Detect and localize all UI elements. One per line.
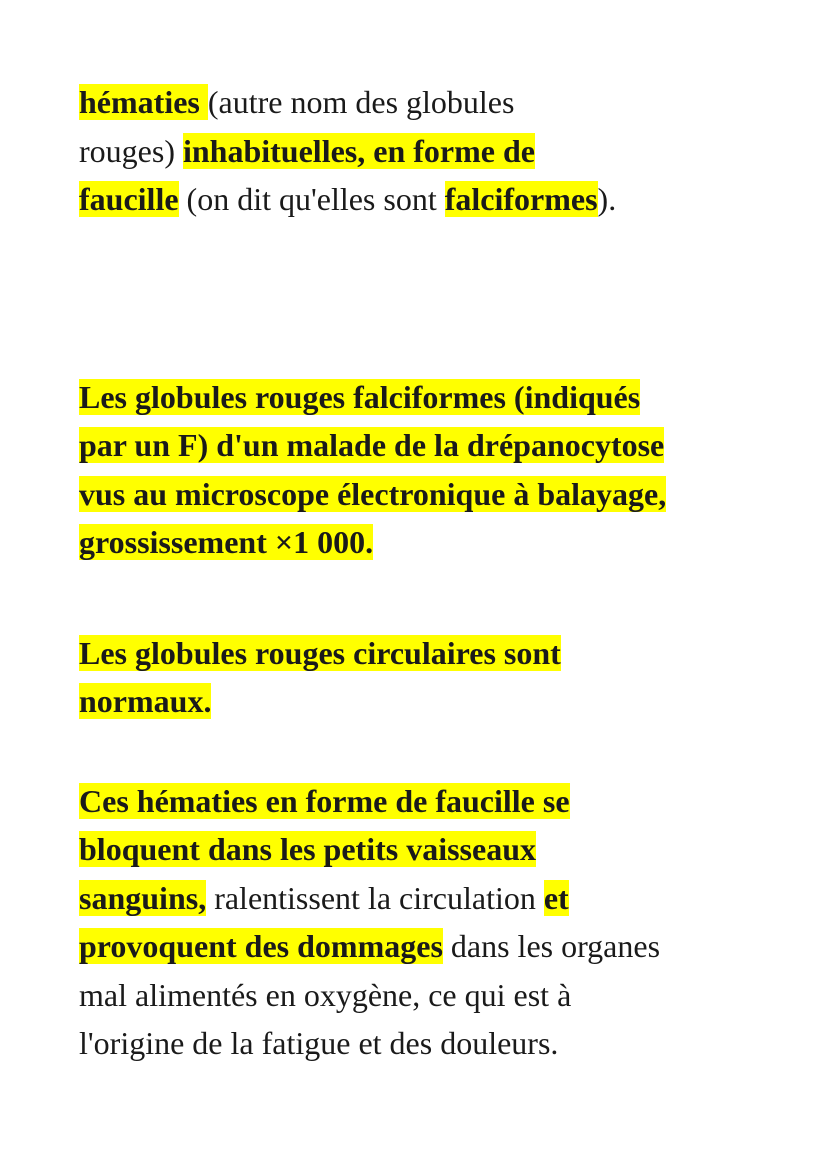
- text-line: [79, 373, 759, 422]
- plain-text: rouges): [79, 132, 183, 169]
- text-line: [79, 175, 759, 224]
- text-line: [79, 127, 759, 176]
- highlighted-text: sanguins,: [79, 879, 207, 916]
- plain-text: mal alimentés en oxygène, ce qui est à: [79, 976, 572, 1013]
- text-line: [79, 922, 759, 971]
- plain-text: ).: [597, 181, 617, 217]
- highlighted-text: par un F) d'un malade de la drépanocytose: [79, 427, 665, 463]
- text-line: [79, 874, 759, 923]
- text-line: [79, 825, 759, 874]
- text-line: [79, 470, 759, 519]
- highlighted-text: vus au microscope électronique à balayage,: [79, 475, 667, 512]
- text-line: [79, 1019, 759, 1068]
- highlighted-text: provoquent des dommages: [79, 928, 443, 964]
- highlighted-text: falciformes: [444, 181, 598, 217]
- text-line: [79, 421, 759, 470]
- highlighted-text: faucille: [79, 181, 179, 217]
- plain-text: l'origine de la fatigue et des douleurs.: [79, 1025, 559, 1061]
- highlighted-text: normaux.: [79, 683, 212, 719]
- text-line: [79, 971, 759, 1020]
- highlighted-text: Les globules rouges circulaires sont: [79, 634, 561, 671]
- highlighted-text: grossissement ×1 000.: [79, 524, 374, 560]
- plain-text: (on dit qu'elles sont: [178, 181, 445, 217]
- paragraph-microscope-caption: [79, 373, 759, 567]
- text-line: [79, 777, 759, 826]
- paragraph-normal-cells: [79, 629, 759, 726]
- highlighted-text: hématies: [79, 84, 208, 120]
- highlighted-text: bloquent dans les petits vaisseaux: [79, 831, 536, 867]
- plain-text: ralentissent la circulation: [206, 879, 544, 916]
- text-line: [79, 78, 759, 127]
- highlighted-text: Ces hématies en forme de faucille se: [79, 782, 570, 819]
- text-line: [79, 677, 759, 726]
- highlighted-text: Les globules rouges falciformes (indiqués: [79, 378, 641, 415]
- text-line: [79, 518, 759, 567]
- paragraph-consequences: [79, 777, 759, 1068]
- plain-text: dans les organes: [442, 928, 661, 964]
- plain-text: (autre nom des globules: [207, 84, 515, 120]
- paragraph-hematies-definition: [79, 78, 759, 224]
- document-page: [79, 78, 759, 1068]
- text-line: [79, 629, 759, 678]
- highlighted-text: inhabituelles, en forme de: [182, 132, 535, 169]
- highlighted-text: et: [543, 879, 569, 916]
